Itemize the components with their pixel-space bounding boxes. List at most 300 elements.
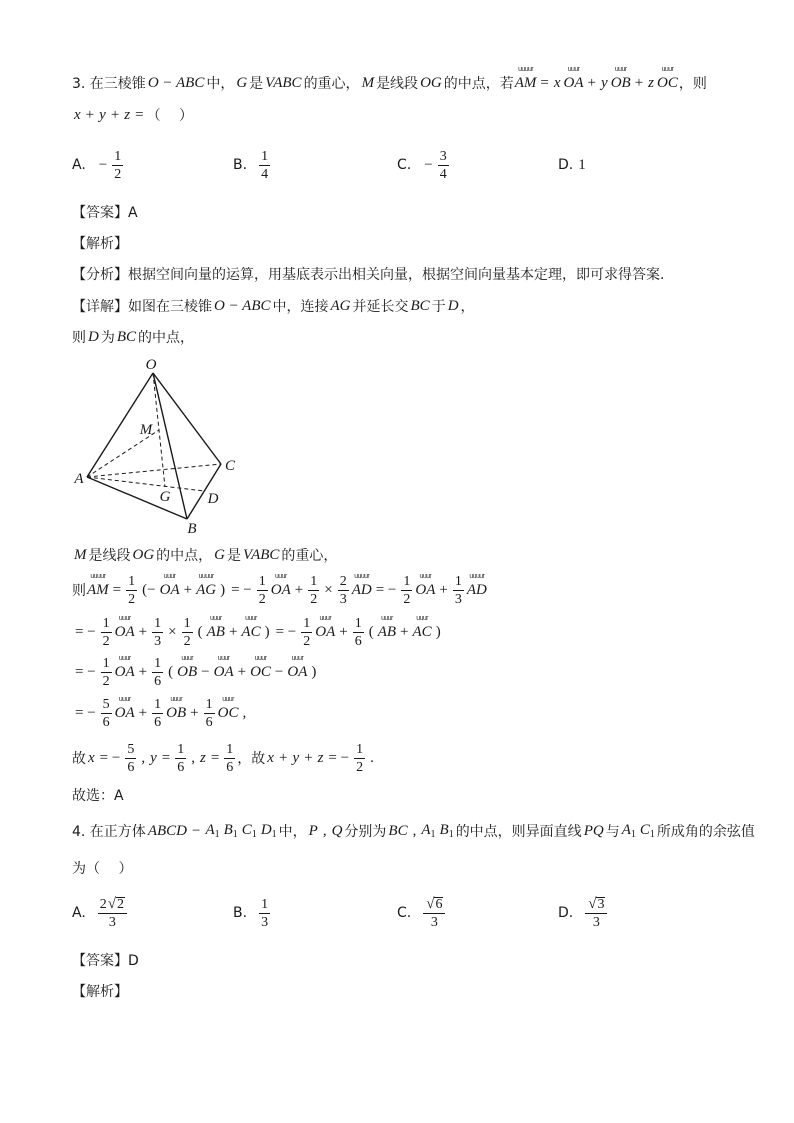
fraction-denominator: 3 xyxy=(261,914,269,930)
vector-label: AM xyxy=(514,74,537,91)
fraction xyxy=(175,741,186,776)
option-content xyxy=(257,896,272,931)
option-content xyxy=(421,896,447,931)
fraction-numerator xyxy=(98,896,127,914)
math-operator: = − xyxy=(328,749,350,766)
vector-arrow-mark: uuur xyxy=(118,654,131,662)
question-4-option-b xyxy=(233,891,272,935)
math-operator: + xyxy=(634,74,644,91)
vector xyxy=(213,654,234,681)
question-3-stem-line-1 xyxy=(72,65,707,95)
text-run: 是线段 xyxy=(88,548,131,564)
text-run: 中，连接 xyxy=(272,299,329,315)
text-run: 分别为 xyxy=(344,824,387,840)
fraction-numerator: 3 xyxy=(439,148,447,164)
fraction-numerator: 1 xyxy=(454,573,462,589)
question-3-option-a xyxy=(72,143,125,187)
question-3-stem-line-2 xyxy=(72,103,193,127)
text-run: ，故 xyxy=(237,751,266,767)
subscript-base: A xyxy=(621,822,631,838)
text-run: 的中点， xyxy=(156,548,213,564)
subscript-base: A xyxy=(205,822,215,838)
vector xyxy=(206,614,225,641)
fraction xyxy=(182,615,193,650)
vector-label: OA xyxy=(415,581,436,598)
math-operator: − xyxy=(274,663,284,680)
math-symbol: x xyxy=(267,749,274,766)
vector xyxy=(415,572,436,599)
vector xyxy=(610,65,631,92)
math-operator: × xyxy=(324,581,333,598)
vector-arrow-mark: uuur xyxy=(170,695,182,703)
text-run: 的中点，则异面直线 xyxy=(455,824,582,840)
math-operator: = − xyxy=(75,623,96,640)
text-run: 所成角的余弦值 xyxy=(656,824,755,840)
vector-label: OB xyxy=(610,74,631,91)
fraction-numerator: 1 xyxy=(261,148,269,164)
math-operator: = xyxy=(112,581,122,598)
math-symbol: z xyxy=(199,749,206,766)
text-run: 【解析】 xyxy=(72,984,128,1000)
option-label: B. xyxy=(233,905,248,921)
fraction-denominator: 6 xyxy=(354,633,362,649)
fraction-denominator: 2 xyxy=(183,633,191,649)
radicand: 6 xyxy=(435,896,443,912)
vector xyxy=(241,614,261,641)
vector-arrow-mark: uuur xyxy=(291,654,304,662)
fraction-numerator: 1 xyxy=(154,615,162,631)
vector-arrow-mark: uuur xyxy=(567,65,580,73)
fraction-denominator: 6 xyxy=(154,673,162,689)
vector-arrow-mark: uuuur xyxy=(198,572,214,580)
question-4-option-a xyxy=(72,891,129,935)
question-4-stem-line-1 xyxy=(72,819,755,843)
vector-label: OA xyxy=(114,663,135,680)
vector xyxy=(114,695,135,722)
vector xyxy=(377,614,397,641)
tetrahedron-solid-edges xyxy=(87,373,221,519)
question-3-answer xyxy=(72,200,138,224)
subscript-index: 1 xyxy=(649,829,655,840)
math-symbol: PQ xyxy=(583,822,604,839)
math-operator: , xyxy=(322,822,327,839)
text-run: 3. 在三棱锥 xyxy=(72,76,146,92)
math-operator: − xyxy=(191,822,201,839)
math-operator: + xyxy=(138,704,148,721)
fraction xyxy=(112,148,123,183)
vector-label: OA xyxy=(315,623,336,640)
vector-label: AD xyxy=(351,581,372,598)
vertex-label-a: A xyxy=(74,471,84,487)
fraction-denominator: 4 xyxy=(261,166,269,182)
vector-arrow-mark: uuur xyxy=(181,654,193,662)
math-operator: − xyxy=(424,156,433,173)
math-operator: − xyxy=(201,663,210,680)
fraction-denominator: 3 xyxy=(430,914,438,930)
math-operator: = xyxy=(161,749,171,766)
vector-label: OB xyxy=(177,663,198,680)
text-run: 的重心， xyxy=(303,76,360,92)
math-symbol: AG xyxy=(330,297,351,314)
subscript-index: 1 xyxy=(271,829,277,840)
fraction xyxy=(126,573,137,608)
fraction-numerator: 1 xyxy=(226,741,234,757)
fraction-numerator: 1 xyxy=(261,896,269,912)
vector xyxy=(514,65,537,92)
vector-label: OC xyxy=(657,74,678,91)
vector-label: AG xyxy=(196,581,217,598)
fraction-denominator: 2 xyxy=(102,633,110,649)
fraction xyxy=(401,573,412,608)
option-content xyxy=(257,148,272,183)
fraction-denominator: 3 xyxy=(592,914,600,930)
vector-arrow-mark: uuur xyxy=(209,614,222,622)
fraction-numerator: 1 xyxy=(258,573,266,589)
math-operator: = − xyxy=(275,623,297,640)
radical-sign-icon: √ xyxy=(107,895,117,912)
fraction-numerator: 1 xyxy=(102,655,110,671)
radical-sign-icon: √ xyxy=(588,895,597,912)
fraction-numerator: 1 xyxy=(310,573,318,589)
vector-arrow-mark: uuur xyxy=(419,572,432,580)
fraction xyxy=(101,655,112,690)
vector-label: OA xyxy=(287,663,308,680)
vector-arrow-mark: uuur xyxy=(381,614,393,622)
subscript-index: 1 xyxy=(232,829,238,840)
subscript-index: 1 xyxy=(448,829,454,840)
fraction-numerator: 1 xyxy=(183,615,191,631)
fraction-denominator: 2 xyxy=(303,633,311,649)
vector-arrow-mark: uuur xyxy=(416,614,428,622)
option-label: A. xyxy=(72,157,86,173)
text-run: 的重心， xyxy=(281,548,338,564)
subscript-base: D xyxy=(260,822,272,838)
vector-label: AM xyxy=(87,581,109,598)
question-4-option-d xyxy=(558,891,609,935)
math-symbol: M xyxy=(74,546,87,563)
math-operator: + xyxy=(439,581,448,598)
option-content xyxy=(575,157,589,174)
vector xyxy=(315,614,336,641)
fraction-numerator: 1 xyxy=(154,655,162,671)
fraction-denominator: 2 xyxy=(258,591,266,607)
math-symbol: z xyxy=(317,749,324,766)
math-operator: = − xyxy=(99,749,121,766)
math-operator: + xyxy=(237,663,247,680)
math-operator: + xyxy=(138,623,148,640)
option-label: C. xyxy=(397,157,412,173)
fraction xyxy=(308,573,319,608)
vector xyxy=(563,65,584,92)
math-operator: 1 xyxy=(578,156,586,173)
radical-coefficient: 2 xyxy=(99,896,107,912)
subscripted-symbol xyxy=(440,822,454,840)
subscripted-symbol xyxy=(622,822,636,840)
text-run: 【解析】 xyxy=(72,236,128,252)
vector xyxy=(166,695,187,722)
option-content xyxy=(96,148,125,183)
math-operator: + xyxy=(294,581,304,598)
vector-label: OC xyxy=(217,704,239,721)
math-operator: . xyxy=(370,749,374,766)
fraction xyxy=(125,741,136,776)
question-3-detail-line-1 xyxy=(72,294,475,318)
math-symbol: BC xyxy=(410,297,430,314)
text-run: ，则 xyxy=(678,76,707,92)
vector-arrow-mark: uuur xyxy=(274,572,287,580)
math-operator: ) xyxy=(264,623,270,640)
text-run: （ ） xyxy=(146,108,194,124)
question-3-equation-2 xyxy=(72,610,444,654)
subscripted-symbol xyxy=(205,822,219,840)
fraction-denominator: 6 xyxy=(154,714,162,730)
fraction-denominator: 2 xyxy=(403,591,411,607)
math-operator: + xyxy=(228,623,238,640)
math-operator: × xyxy=(168,623,177,640)
math-operator: (− xyxy=(142,581,156,598)
vertex-label-b: B xyxy=(187,521,197,537)
vector xyxy=(412,614,432,641)
text-run: 为（ ） xyxy=(72,861,133,877)
vector-arrow-mark: uuur xyxy=(118,695,131,703)
vector xyxy=(287,654,308,681)
math-operator: − xyxy=(98,156,108,173)
fraction xyxy=(259,896,270,931)
subscript-base: C xyxy=(241,822,252,838)
fraction-denominator: 2 xyxy=(114,166,122,182)
fraction-numerator: 1 xyxy=(114,148,122,164)
question-4-answer xyxy=(72,948,139,972)
math-operator: + xyxy=(587,74,597,91)
vertex-label-c: C xyxy=(224,458,236,474)
option-content xyxy=(421,148,450,183)
math-operator: + xyxy=(85,106,95,123)
vector xyxy=(657,65,678,92)
question-3-option-d xyxy=(558,143,589,187)
radicand: 3 xyxy=(597,896,605,912)
vector xyxy=(270,572,291,599)
fraction-denominator: 2 xyxy=(356,759,364,775)
question-4-solution-heading xyxy=(72,979,128,1003)
vector-label: OA xyxy=(270,581,291,598)
fraction-denominator: 3 xyxy=(339,591,347,607)
fraction xyxy=(152,696,163,731)
text-run: 【答案】D xyxy=(72,953,139,969)
fraction-numerator: 1 xyxy=(356,741,364,757)
vector-arrow-mark: uuur xyxy=(245,614,257,622)
text-run: 【详解】如图在三棱锥 xyxy=(72,299,212,315)
vector-label: OA xyxy=(114,704,135,721)
math-symbol: y xyxy=(292,749,300,766)
math-operator: , xyxy=(412,822,417,839)
fraction-numerator: 1 xyxy=(154,696,162,712)
vector-arrow-mark: uuur xyxy=(661,65,674,73)
question-3-after-figure xyxy=(72,543,337,567)
question-3-equation-3 xyxy=(72,650,319,694)
fraction-numerator: 1 xyxy=(303,615,311,631)
math-operator: , xyxy=(141,749,146,766)
vector xyxy=(466,572,487,599)
text-run: 与 xyxy=(605,824,620,840)
math-symbol: BC xyxy=(388,822,408,839)
text-run: 是 xyxy=(227,548,242,564)
text-run: 为 xyxy=(100,330,115,346)
fraction xyxy=(259,148,270,183)
point-label-g: G xyxy=(159,489,171,505)
subscript-index: 1 xyxy=(214,829,220,840)
text-run: 中， xyxy=(278,824,307,840)
option-label: D. xyxy=(558,157,574,173)
fraction-denominator: 2 xyxy=(128,591,136,607)
tetrahedron-dashed-lines xyxy=(87,373,221,491)
vector xyxy=(196,572,217,599)
vector xyxy=(250,654,271,681)
math-symbol: z xyxy=(648,74,654,91)
text-run: 则 xyxy=(72,583,86,599)
question-3-solution-heading xyxy=(72,231,128,255)
text-run: 是线段 xyxy=(376,76,419,92)
text-run: 故选：A xyxy=(72,788,124,804)
math-operator: + xyxy=(339,623,348,640)
fraction-denominator: 4 xyxy=(439,166,447,182)
math-operator: ( xyxy=(368,623,374,640)
vector-label: OA xyxy=(563,74,584,91)
option-label: B. xyxy=(233,157,248,173)
fraction-numerator: 1 xyxy=(177,741,185,757)
subscript-base: C xyxy=(639,822,650,838)
fraction xyxy=(152,615,163,650)
text-run: 中， xyxy=(206,76,235,92)
tetrahedron-figure xyxy=(60,350,260,540)
question-4-stem-line-2 xyxy=(72,856,132,880)
math-operator: + xyxy=(278,749,288,766)
math-symbol: G xyxy=(214,546,226,563)
math-operator: = xyxy=(135,106,144,123)
text-run: 4. 在正方体 xyxy=(72,824,146,840)
math-operator: , xyxy=(191,749,195,766)
radical-fraction xyxy=(423,896,445,931)
fraction xyxy=(257,573,268,608)
vector xyxy=(87,572,109,599)
vector-label: OB xyxy=(166,704,187,721)
vector-label: AC xyxy=(412,623,432,640)
fraction-denominator: 6 xyxy=(205,714,213,730)
text-run: 则 xyxy=(72,330,86,346)
subscripted-symbol xyxy=(224,822,238,840)
math-symbol: Q xyxy=(331,822,343,839)
fraction xyxy=(301,615,312,650)
radical-fraction xyxy=(98,896,127,931)
vector-arrow-mark: uuuur xyxy=(518,65,534,73)
vector-label: OA xyxy=(159,581,180,598)
math-operator: = xyxy=(210,749,220,766)
question-4-option-c xyxy=(397,891,447,935)
math-operator: + xyxy=(110,106,120,123)
math-operator: + xyxy=(304,749,313,766)
fraction xyxy=(101,696,112,731)
vector-label: OA xyxy=(114,623,135,640)
fraction xyxy=(224,741,235,776)
math-symbol: M xyxy=(361,74,375,91)
point-label-m: M xyxy=(139,422,153,438)
text-run: 于 xyxy=(431,299,446,315)
subscripted-symbol xyxy=(640,822,655,840)
math-operator: , xyxy=(242,704,247,721)
option-content xyxy=(96,896,129,931)
radicand: 2 xyxy=(117,896,125,912)
math-operator: ) xyxy=(220,581,226,598)
vector xyxy=(159,572,180,599)
math-symbol: OG xyxy=(420,74,442,91)
fraction-numerator: 1 xyxy=(128,573,136,589)
fraction xyxy=(101,615,112,650)
fraction-numerator: 1 xyxy=(403,573,411,589)
fraction-denominator: 6 xyxy=(177,759,185,775)
math-symbol: z xyxy=(124,106,131,123)
math-symbol: y xyxy=(150,749,157,766)
fraction-denominator: 2 xyxy=(310,591,318,607)
math-symbol: y xyxy=(99,106,106,123)
math-operator: + xyxy=(400,623,409,640)
vector-arrow-mark: uuur xyxy=(222,695,234,703)
question-3-equation-4 xyxy=(72,691,249,735)
text-run: ， xyxy=(460,299,475,315)
math-symbol: O − ABC xyxy=(147,74,205,91)
fraction xyxy=(353,615,364,650)
question-3-option-c xyxy=(397,143,451,187)
vector-label: OA xyxy=(213,663,234,680)
fraction xyxy=(204,696,215,731)
point-label-d: D xyxy=(207,491,219,507)
vector-arrow-mark: uuur xyxy=(319,614,332,622)
vector xyxy=(114,614,135,641)
math-operator: + xyxy=(138,663,148,680)
math-symbol: O − ABC xyxy=(214,297,271,314)
subscript-index: 1 xyxy=(430,829,436,840)
vector xyxy=(351,572,372,599)
math-symbol: BC xyxy=(116,328,137,345)
vector-label: OC xyxy=(250,663,271,680)
math-operator: ) xyxy=(311,663,317,680)
fraction-numerator xyxy=(585,896,607,914)
fraction-denominator: 3 xyxy=(154,633,162,649)
vector-label: AD xyxy=(466,581,487,598)
fraction-numerator: 1 xyxy=(102,615,110,631)
question-3-equation-1 xyxy=(72,568,488,612)
text-run: 的中点， xyxy=(138,330,195,346)
math-operator: + xyxy=(183,581,193,598)
text-run: 【分析】根据空间向量的运算，用基底表示出相关向量，根据空间向量基本定理，即可求得答案. xyxy=(72,267,665,283)
fraction xyxy=(338,573,349,608)
vector xyxy=(114,654,135,681)
vector-arrow-mark: uuur xyxy=(118,614,131,622)
math-symbol: x xyxy=(553,74,561,91)
math-symbol: OG xyxy=(132,546,155,563)
option-label: A. xyxy=(72,905,86,921)
subscript-index: 1 xyxy=(251,829,257,840)
fraction-numerator: 2 xyxy=(339,573,347,589)
fraction-denominator: 6 xyxy=(127,759,135,775)
text-run: 故 xyxy=(72,751,86,767)
fraction xyxy=(354,741,365,776)
text-run: 【答案】A xyxy=(72,205,138,221)
question-3-conclusion xyxy=(72,736,377,780)
radical-sign-icon: √ xyxy=(426,895,435,912)
math-symbol: VABC xyxy=(243,546,280,563)
vector xyxy=(177,654,198,681)
vector-arrow-mark: uuuur xyxy=(469,572,485,580)
fraction-numerator: 5 xyxy=(102,696,110,712)
